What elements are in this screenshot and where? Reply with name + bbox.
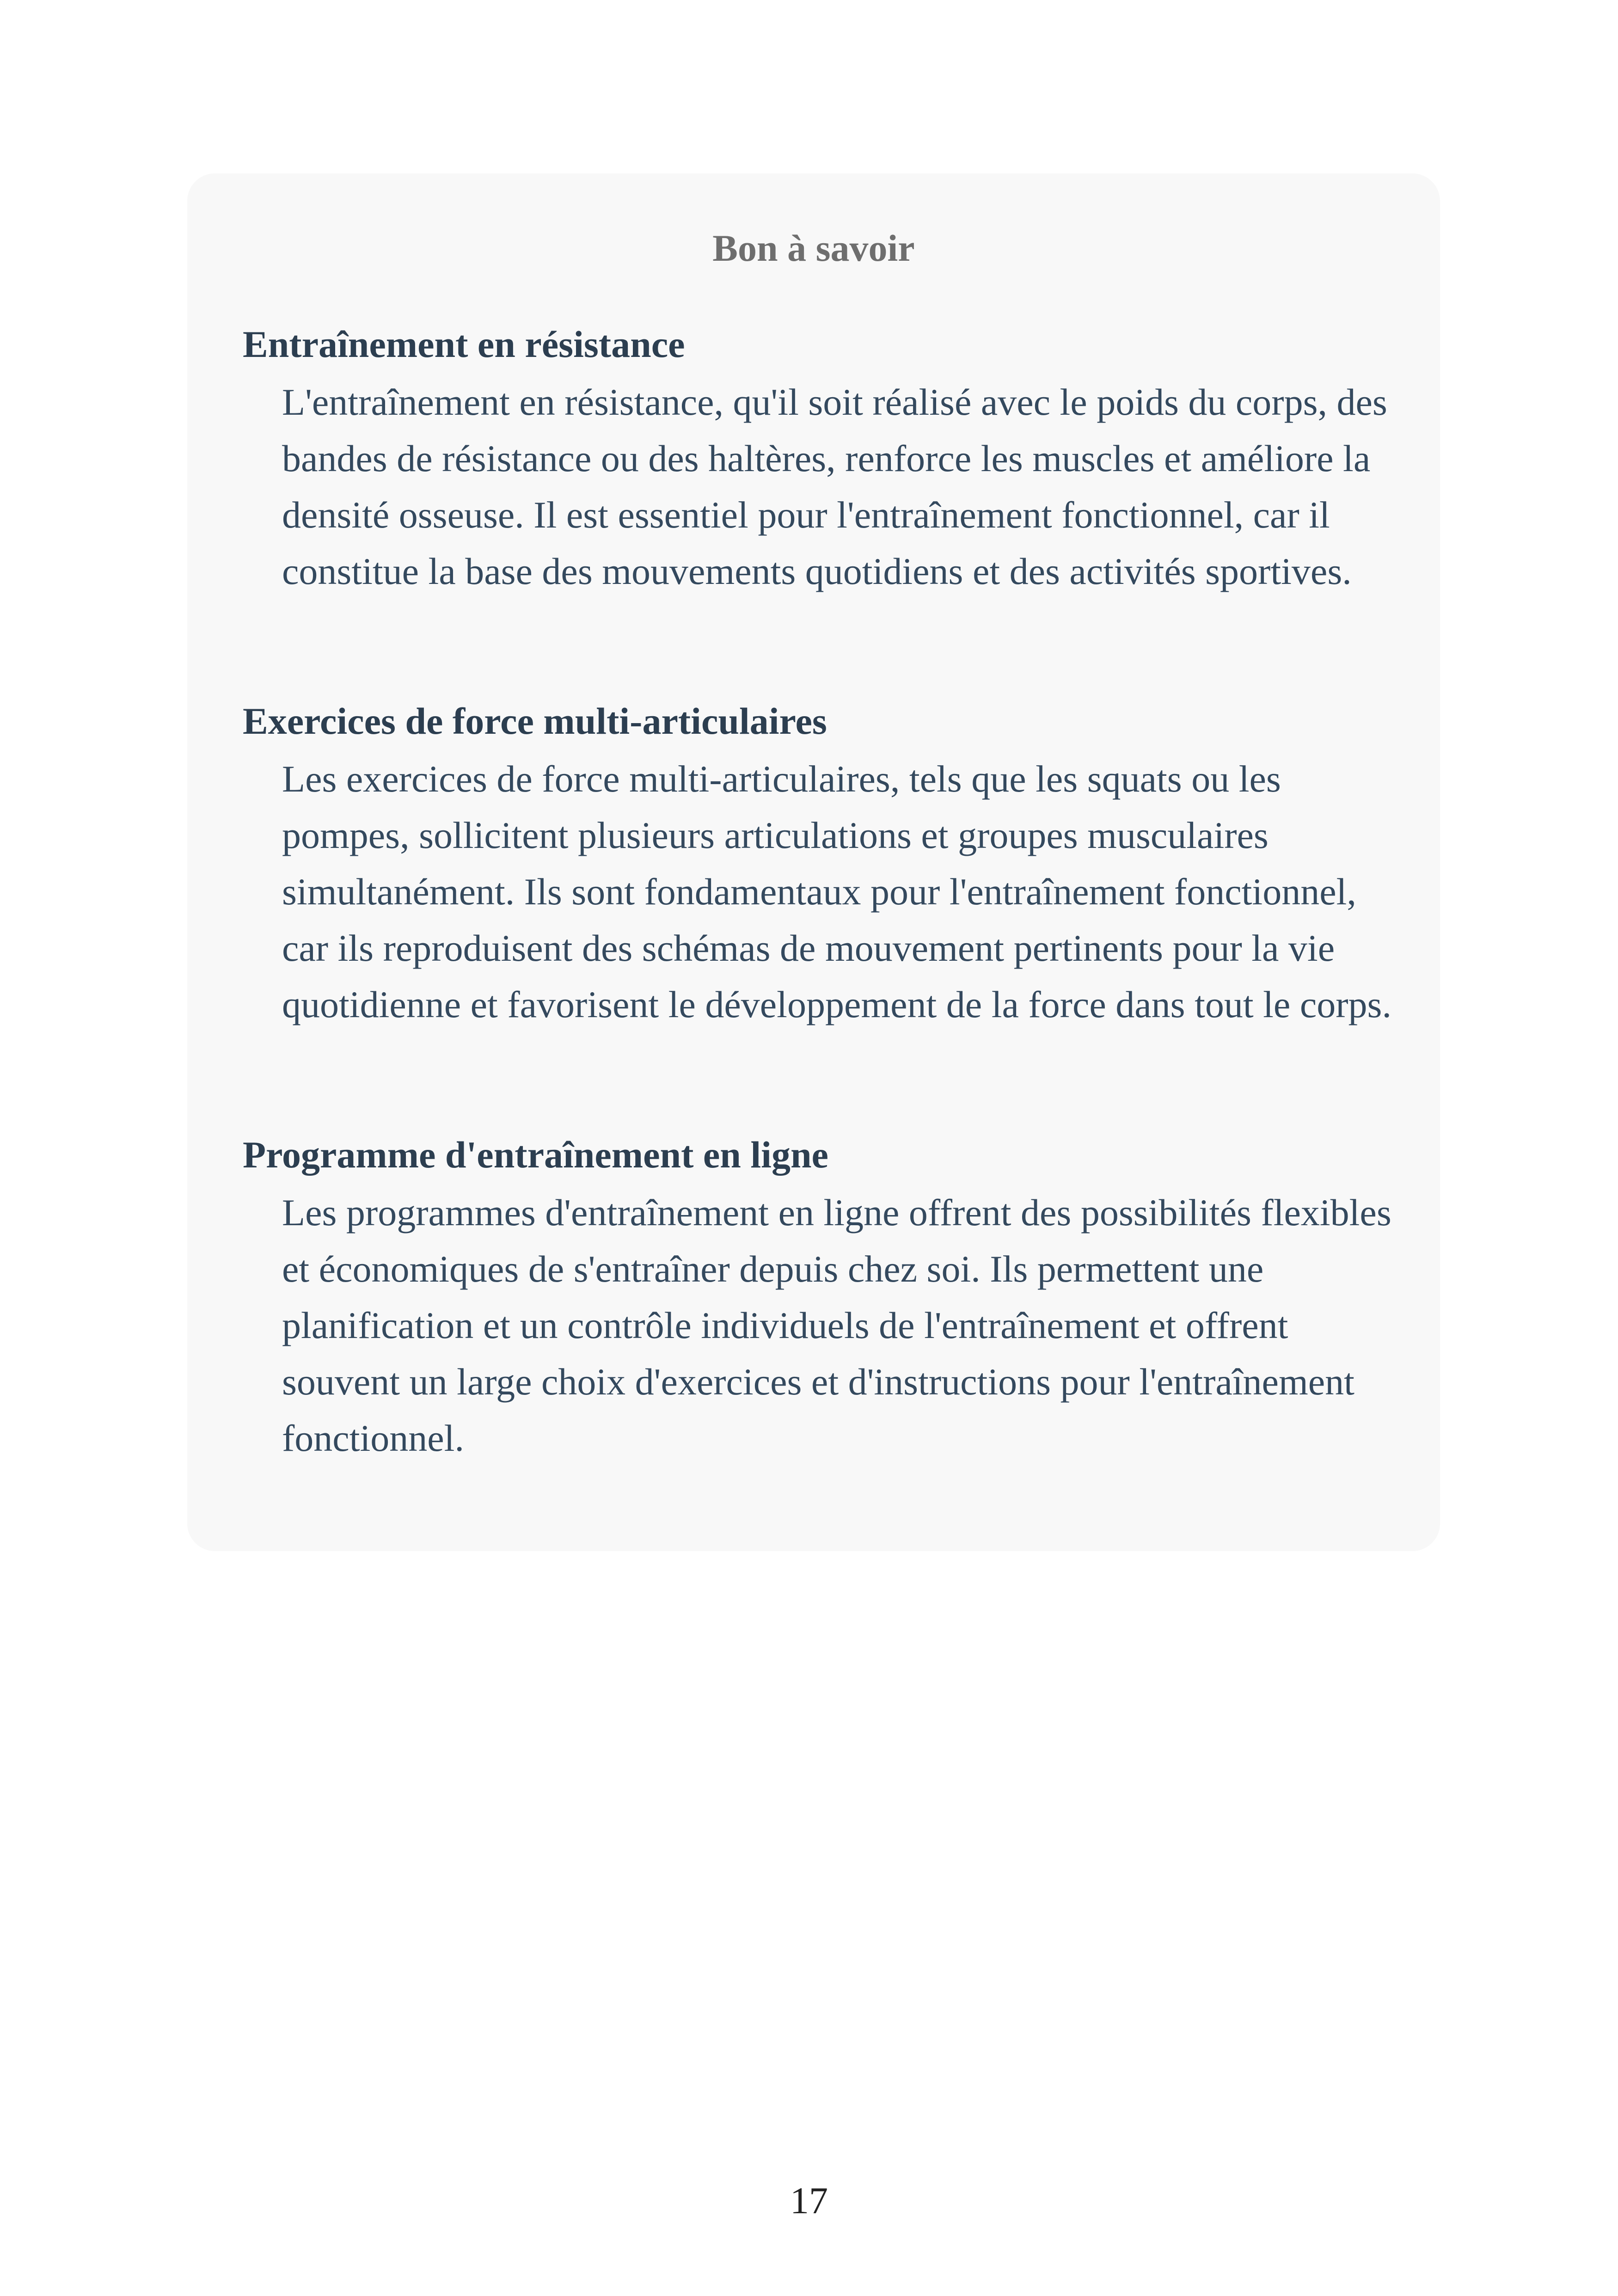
definition-description: L'entraînement en résistance, qu'il soit réalisé avec le poids du corps, des bandes de résistance ou des haltères, renforce les muscles et améliore la densité osseuse. Il est essentiel pour l'entraînement fonctionnel, car il constitue la base des mouvements quotidiens et des activités sportives. bbox=[282, 381, 1387, 592]
definition-entry bbox=[243, 321, 1394, 600]
info-box bbox=[187, 173, 1440, 1551]
info-box-title: Bon à savoir bbox=[712, 227, 915, 269]
page-number: 17 bbox=[790, 2179, 828, 2222]
definition-term: Programme d'entraînement en ligne bbox=[243, 1134, 828, 1176]
definition-entry bbox=[243, 698, 1394, 1033]
definition-entry bbox=[243, 1132, 1394, 1467]
definition-description: Les programmes d'entraînement en ligne offrent des possibilités flexibles et économiques de s'entraîner depuis chez soi. Ils permettent une planification et un contrôle individuels de l'entraînement et offrent souvent un large choix d'exercices et d'instructions pour l'entraînement fonctionnel. bbox=[282, 1191, 1391, 1459]
definition-description: Les exercices de force multi-articulaires, tels que les squats ou les pompes, sollicitent plusieurs articulations et groupes musculaires simultanément. Ils sont fondamentaux pour l'entraînement fonctionnel, car ils reproduisent des schémas de mouvement pertinents pour la vie quotidienne et favorisent le développement de la force dans tout le corps. bbox=[282, 758, 1391, 1025]
definition-term: Exercices de force multi-articulaires bbox=[243, 700, 827, 742]
definition-term: Entraînement en résistance bbox=[243, 323, 685, 365]
